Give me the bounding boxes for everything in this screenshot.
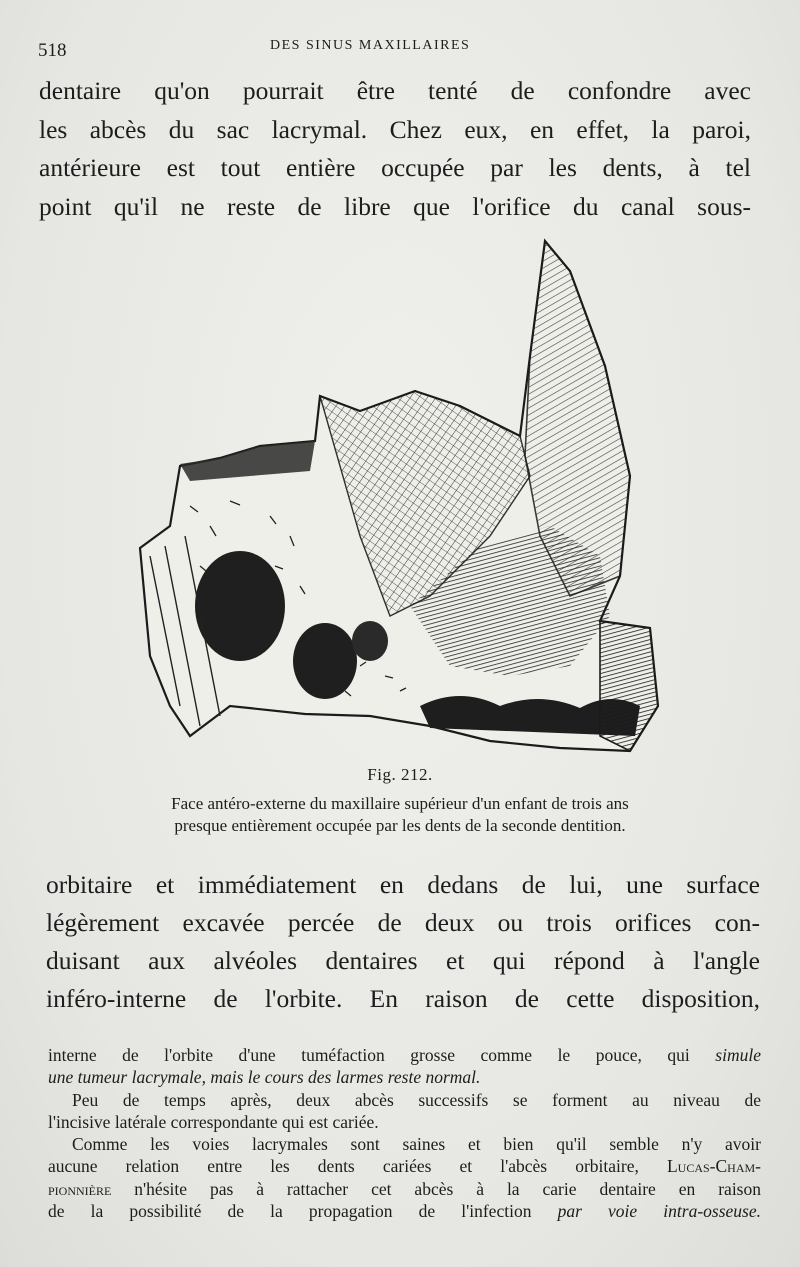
text-line: Peu de temps après, deux abcès successifs se forment au niveau de [72, 1089, 761, 1110]
text-run: interne de l'orbite d'une tuméfaction grosse comme le pouce, qui [48, 1045, 716, 1065]
text-line [48, 1178, 761, 1200]
text-run: de la possibilité de la propagation de l'infection [48, 1201, 558, 1222]
text-line: légèrement excavée percée de deux ou trois orifices con- [46, 908, 760, 937]
text-line: orbitaire et immédiatement en dedans de lui, une surface [46, 870, 760, 899]
figure-caption [40, 793, 760, 837]
maxilla-engraving [130, 236, 660, 756]
text-line: antérieure est tout entière occupée par les dents, à tel [39, 153, 751, 182]
text-line [48, 1066, 761, 1088]
text-line: l'incisive latérale correspondante qui est cariée. [48, 1111, 379, 1132]
author-name: Lucas-Cham- [666, 1156, 761, 1177]
page-number: 518 [38, 40, 67, 61]
text-line [48, 1155, 761, 1177]
page-header [38, 34, 758, 61]
text-line: duisant aux alvéoles dentaires et qui répond à l'angle [46, 946, 760, 975]
text-line: Comme les voies lacrymales sont saines et bien qu'il semble n'y avoir [72, 1134, 761, 1155]
text-line: les abcès du sac lacrymal. Chez eux, en effet, la paroi, [39, 114, 751, 144]
italic-run: une tumeur lacrymale, mais le cours des larmes reste normal. [48, 1067, 481, 1088]
caption-line: presque entièrement occupée par les dents de la seconde dentition. [174, 816, 626, 835]
maxilla-illustration [130, 236, 660, 756]
text-run: n'hésite pas à rattacher cet abcès à la carie dentaire en raison [111, 1178, 761, 1199]
text-line: point qu'il ne reste de libre que l'orifice du canal sous- [39, 191, 751, 221]
text-line [48, 1200, 761, 1222]
text-line: inféro-interne de l'orbite. En raison de cette disposition, [46, 984, 760, 1013]
running-title: DES SINUS MAXILLAIRES [270, 38, 471, 53]
footnote-section [48, 1044, 761, 1222]
text-line [48, 1044, 761, 1066]
text-line: dentaire qu'on pourrait être tenté de confondre avec [39, 76, 751, 105]
text-run: aucune relation entre les dents cariées et l'abcès orbitaire, [48, 1156, 667, 1177]
italic-run: simule [715, 1045, 761, 1065]
figure-label: Fig. 212. [367, 765, 433, 784]
caption-line: Face antéro-externe du maxillaire supérieur d'un enfant de trois ans [171, 794, 629, 813]
italic-run: par voie intra-osseuse. [557, 1201, 761, 1222]
top-paragraph [39, 72, 751, 226]
author-name: pionnière [48, 1178, 112, 1199]
middle-paragraph [46, 866, 760, 1018]
